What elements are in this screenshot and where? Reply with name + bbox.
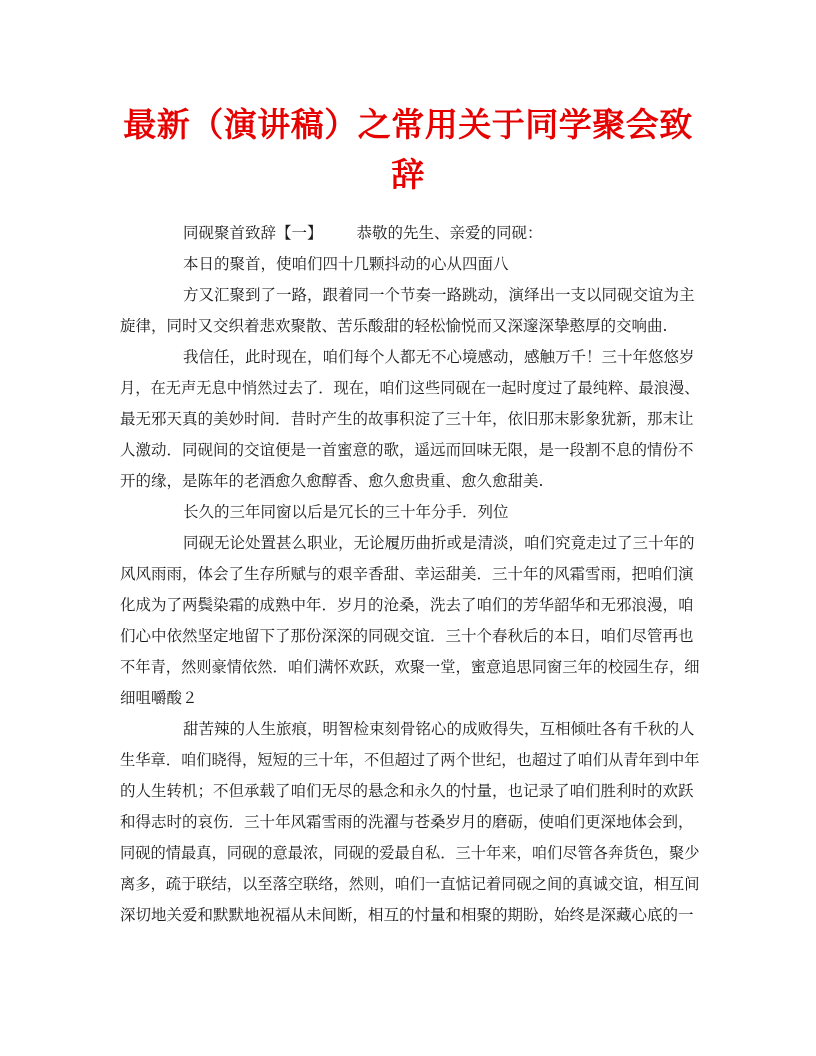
line-text: 我信任，此时现在，咱们每个人都无不心境感动，感触万千！三十年悠悠岁 [183,348,695,366]
line-text: 人激动．同砚间的交谊便是一首蜜意的歌，遥远而回味无限，是一段割不息的情份不 [120,441,694,459]
title-line-2: 辞 [391,155,425,194]
paragraph-line [120,249,700,280]
paragraph-line [120,838,700,869]
line-text-secondary: 恭敬的先生、亲爱的同砚： [356,224,543,242]
line-text: 开的缘，是陈年的老酒愈久愈醇香、愈久愈贵重、愈久愈甜美. [120,472,544,490]
line-text: 方又汇聚到了一路，跟着同一个节奏一路跳动，演绎出一支以同砚交谊为主 [183,286,695,304]
line-text: 生华章．咱们晓得，短短的三十年，不但超过了两个世纪，也超过了咱们从青年到中年 [120,751,700,769]
paragraph-line [120,683,700,714]
line-text: 和得志时的哀伤．三十年风霜雪雨的洗濯与苍桑岁月的磨砺，使咱们更深地体会到， [120,813,694,831]
title-line-1: 最新（演讲稿）之常用关于同学聚会致 [123,105,693,144]
paragraph-line [120,466,700,497]
line-text: 同砚的情最真，同砚的意最浓，同砚的爱最自私．三十年来，咱们尽管各奔货色，聚少 [120,844,700,862]
paragraph-line [120,218,700,249]
line-text: 旋律，同时又交织着悲欢聚散、苦乐酸甜的轻松愉悦而又深邃深挚憨厚的交响曲. [120,317,668,335]
paragraph-line [120,435,700,466]
paragraph-line [120,311,700,342]
line-text: 不年青，然则豪情依然．咱们满怀欢跃，欢聚一堂，蜜意追思同窗三年的校园生存，细 [120,658,700,676]
line-text: 化成为了两鬓染霜的成熟中年．岁月的沧桑，洗去了咱们的芳华韶华和无邪浪漫，咱 [120,596,694,614]
line-text: 同砚聚首致辞【一】 [183,224,323,242]
paragraph-line [120,776,700,807]
paragraph-line [120,869,700,900]
paragraph-line [120,559,700,590]
line-text: 同砚无论处置甚么职业，无论履历曲折或是清淡，咱们究竟走过了三十年的 [183,534,695,552]
paragraph-line [120,404,700,435]
paragraph-line [120,528,700,559]
line-text: 细咀嚼酸２ [120,689,198,707]
line-text: 本日的聚首，使咱们四十几颗抖动的心从四面八 [183,255,509,273]
paragraph-line [120,900,700,931]
paragraph-line [120,807,700,838]
line-text: 深切地关爱和默默地祝福从未间断，相互的忖量和相聚的期盼，始终是深藏心底的一 [120,906,694,924]
paragraph-line [120,621,700,652]
paragraph-line [120,652,700,683]
paragraph-line [120,590,700,621]
line-text: 长久的三年同窗以后是冗长的三十年分手．列位 [183,503,509,521]
document-body [120,218,700,931]
paragraph-line [120,497,700,528]
paragraph-line [120,373,700,404]
paragraph-line [120,342,700,373]
paragraph-line [120,745,700,776]
paragraph-line [120,280,700,311]
line-text: 最无邪天真的美妙时间．昔时产生的故事积淀了三十年，依旧那末影象犹新，那末让 [120,410,694,428]
line-text: 的人生转机；不但承载了咱们无尽的悬念和永久的忖量，也记录了咱们胜利时的欢跃 [120,782,694,800]
paragraph-line [120,714,700,745]
line-text: 月，在无声无息中悄然过去了．现在，咱们这些同砚在一起时度过了最纯粹、最浪漫、 [120,379,700,397]
line-text: 离多，疏于联结，以至落空联络，然则，咱们一直惦记着同砚之间的真诚交谊，相互间 [120,875,700,893]
document-title [120,100,696,200]
line-text: 风风雨雨，体会了生存所赋与的艰辛香甜、幸运甜美．三十年的风霜雪雨，把咱们演 [120,565,694,583]
line-text: 们心中依然坚定地留下了那份深深的同砚交谊．三十个春秋后的本日，咱们尽管再也 [120,627,694,645]
line-text: 甜苦辣的人生旅痕，明智检束刻骨铭心的成败得失，互相倾吐各有千秋的人 [183,720,695,738]
